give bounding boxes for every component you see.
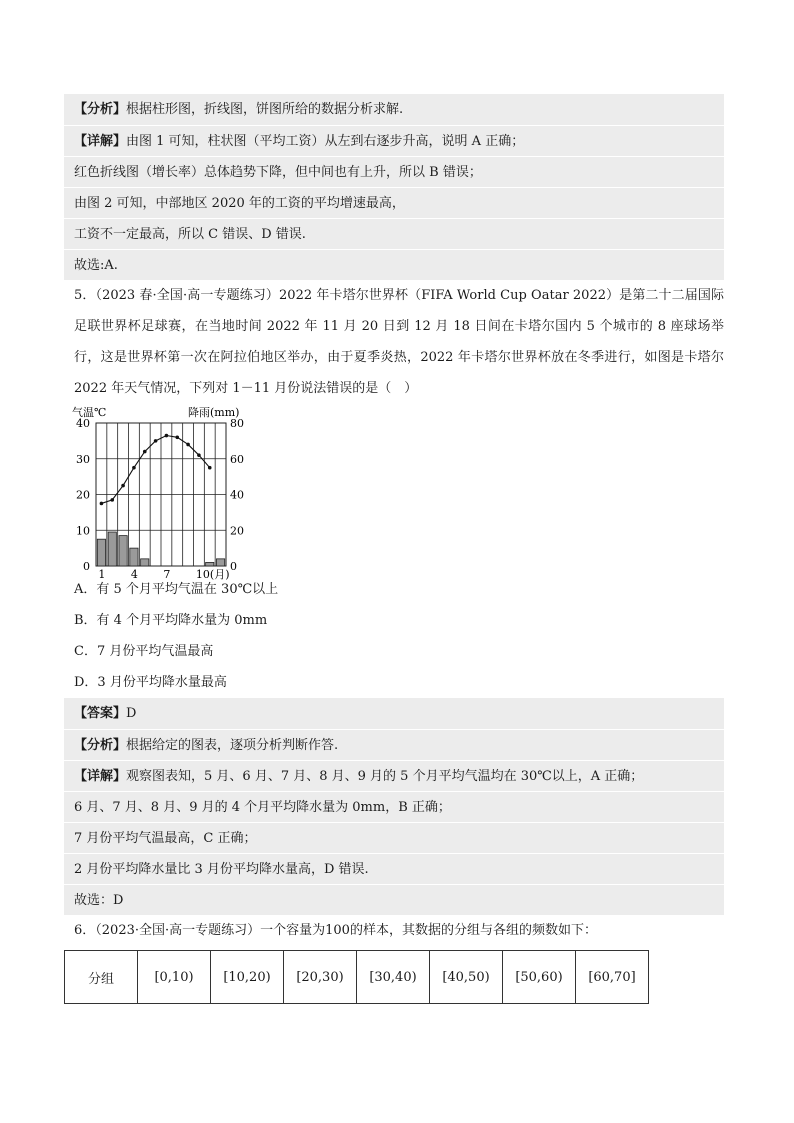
q5-analysis-line <box>64 729 724 760</box>
frequency-table <box>64 950 649 1004</box>
x-tick-label: 10(月) <box>195 568 230 581</box>
temperature-point <box>143 450 147 454</box>
q5-detail-line <box>64 760 724 791</box>
temperature-point <box>100 502 104 506</box>
q5-analysis-text: 根据给定的图表，逐项分析判断作答. <box>126 738 339 753</box>
x-tick-label: 1 <box>98 568 106 581</box>
q5-detail-tag: 【详解】 <box>74 769 127 784</box>
option-b: B．有 4 个月平均降水量为 0mm <box>74 613 268 628</box>
rainfall-bar <box>97 539 105 566</box>
q5-detail-text: 观察图表知，5 月、6 月、7 月、8 月、9 月的 5 个月平均气温均在 30℃以上，A 正确； <box>126 769 644 784</box>
option-a: A．有 5 个月平均气温在 30℃以上 <box>74 582 279 597</box>
x-tick-label: 7 <box>163 568 171 581</box>
analysis-tag: 【分析】 <box>74 102 127 117</box>
climate-chart-svg <box>70 404 270 581</box>
temperature-point <box>186 443 190 447</box>
climate-chart <box>64 404 724 581</box>
table-cell: [20,30) <box>284 951 357 1004</box>
table-row <box>65 951 649 1004</box>
q5-detail-line-2: 6 月、7 月、8 月、9 月的 4 个月平均降水量为 0mm，B 正确； <box>64 791 724 822</box>
temperature-point <box>121 484 125 488</box>
analysis-line <box>64 94 724 125</box>
table-header-cell: 分组 <box>65 951 138 1004</box>
q5-choice-line: 故选：D <box>64 884 724 915</box>
q6-stem-suffix: 的样本，其数据的分组与各组的频数如下： <box>349 923 597 938</box>
right-tick-label: 80 <box>230 417 244 430</box>
temperature-point <box>165 434 169 438</box>
option-d: D．3 月份平均降水量最高 <box>74 675 227 690</box>
detail-line <box>64 125 724 156</box>
document-page <box>64 94 724 1004</box>
rainfall-bar <box>216 559 224 566</box>
temperature-point <box>208 466 212 470</box>
table-cell: [40,50) <box>430 951 503 1004</box>
temperature-point <box>110 498 114 502</box>
left-tick-label: 10 <box>76 524 90 538</box>
temperature-point <box>175 436 179 440</box>
q5-detail-line-3: 7 月份平均气温最高，C 正确； <box>64 822 724 853</box>
rainfall-bar <box>108 532 116 566</box>
table-cell: [0,10) <box>138 951 211 1004</box>
table-cell: [30,40) <box>357 951 430 1004</box>
detail-tag: 【详解】 <box>74 134 127 149</box>
temperature-point <box>197 453 201 457</box>
answer-value: D <box>126 706 137 721</box>
q5-analysis-tag: 【分析】 <box>74 738 127 753</box>
temperature-point <box>154 439 158 443</box>
choice-line: 故选:A. <box>64 249 724 280</box>
right-axis-label: 降雨(mm) <box>188 406 240 419</box>
right-tick-label: 20 <box>230 524 244 538</box>
question-6-stem <box>64 915 724 946</box>
table-cell: [60,70] <box>576 951 649 1004</box>
rainfall-bar <box>130 548 138 566</box>
left-tick-label: 40 <box>76 417 90 430</box>
detail-text: 由图 1 可知，柱状图（平均工资）从左到右逐步升高，说明 A 正确； <box>126 134 525 149</box>
temperature-point <box>132 466 136 470</box>
table-cell: [50,60) <box>503 951 576 1004</box>
table-cell: [10,20) <box>211 951 284 1004</box>
answer-line <box>64 698 724 729</box>
detail-line-5: 工资不一定最高，所以 C 错误、D 错误. <box>64 218 724 249</box>
question-5-options <box>64 574 724 698</box>
left-tick-label: 20 <box>76 488 90 502</box>
answer-tag: 【答案】 <box>74 706 127 721</box>
right-tick-label: 60 <box>230 452 244 466</box>
left-axis-label: 气温℃ <box>72 406 107 419</box>
rainfall-bar <box>141 559 149 566</box>
left-tick-label: 0 <box>83 560 90 573</box>
left-tick-label: 30 <box>76 452 90 466</box>
rainfall-bar <box>206 562 214 566</box>
q6-stem-prefix: 6．（2023·全国·高一专题练习）一个容量为 <box>74 923 326 938</box>
question-5-stem: 5．（2023 春·全国·高一专题练习）2022 年卡塔尔世界杯（FIFA World Cup Oatar 2022）是第二十二届国际足联世界杯足球赛，在当地时间 2022 年 11 月 20 日到 12 月 18 日间在卡塔尔国内 5 个城市的 8 座球场举行，这是世界杯第一次在阿拉伯地区举办，由于夏季炎热，2022 年卡塔尔世界杯放在冬季进行，如图是卡塔尔 2022 年天气情况，下列对 1－11 月份说法错误的是（ ） <box>74 288 724 396</box>
x-tick-label: 4 <box>130 568 138 581</box>
analysis-text: 根据柱形图，折线图，饼图所给的数据分析求解. <box>126 102 404 117</box>
detail-line-3: 红色折线图（增长率）总体趋势下降，但中间也有上升，所以 B 错误； <box>64 156 724 187</box>
q6-stem-num: 100 <box>325 923 350 938</box>
detail-line-4: 由图 2 可知，中部地区 2020 年的工资的平均增速最高， <box>64 187 724 218</box>
q5-detail-line-4: 2 月份平均降水量比 3 月份平均降水量高，D 错误. <box>64 853 724 884</box>
right-tick-label: 40 <box>230 488 244 502</box>
option-c: C．7 月份平均气温最高 <box>74 644 214 659</box>
right-tick-label: 0 <box>230 560 237 573</box>
rainfall-bar <box>119 536 127 566</box>
